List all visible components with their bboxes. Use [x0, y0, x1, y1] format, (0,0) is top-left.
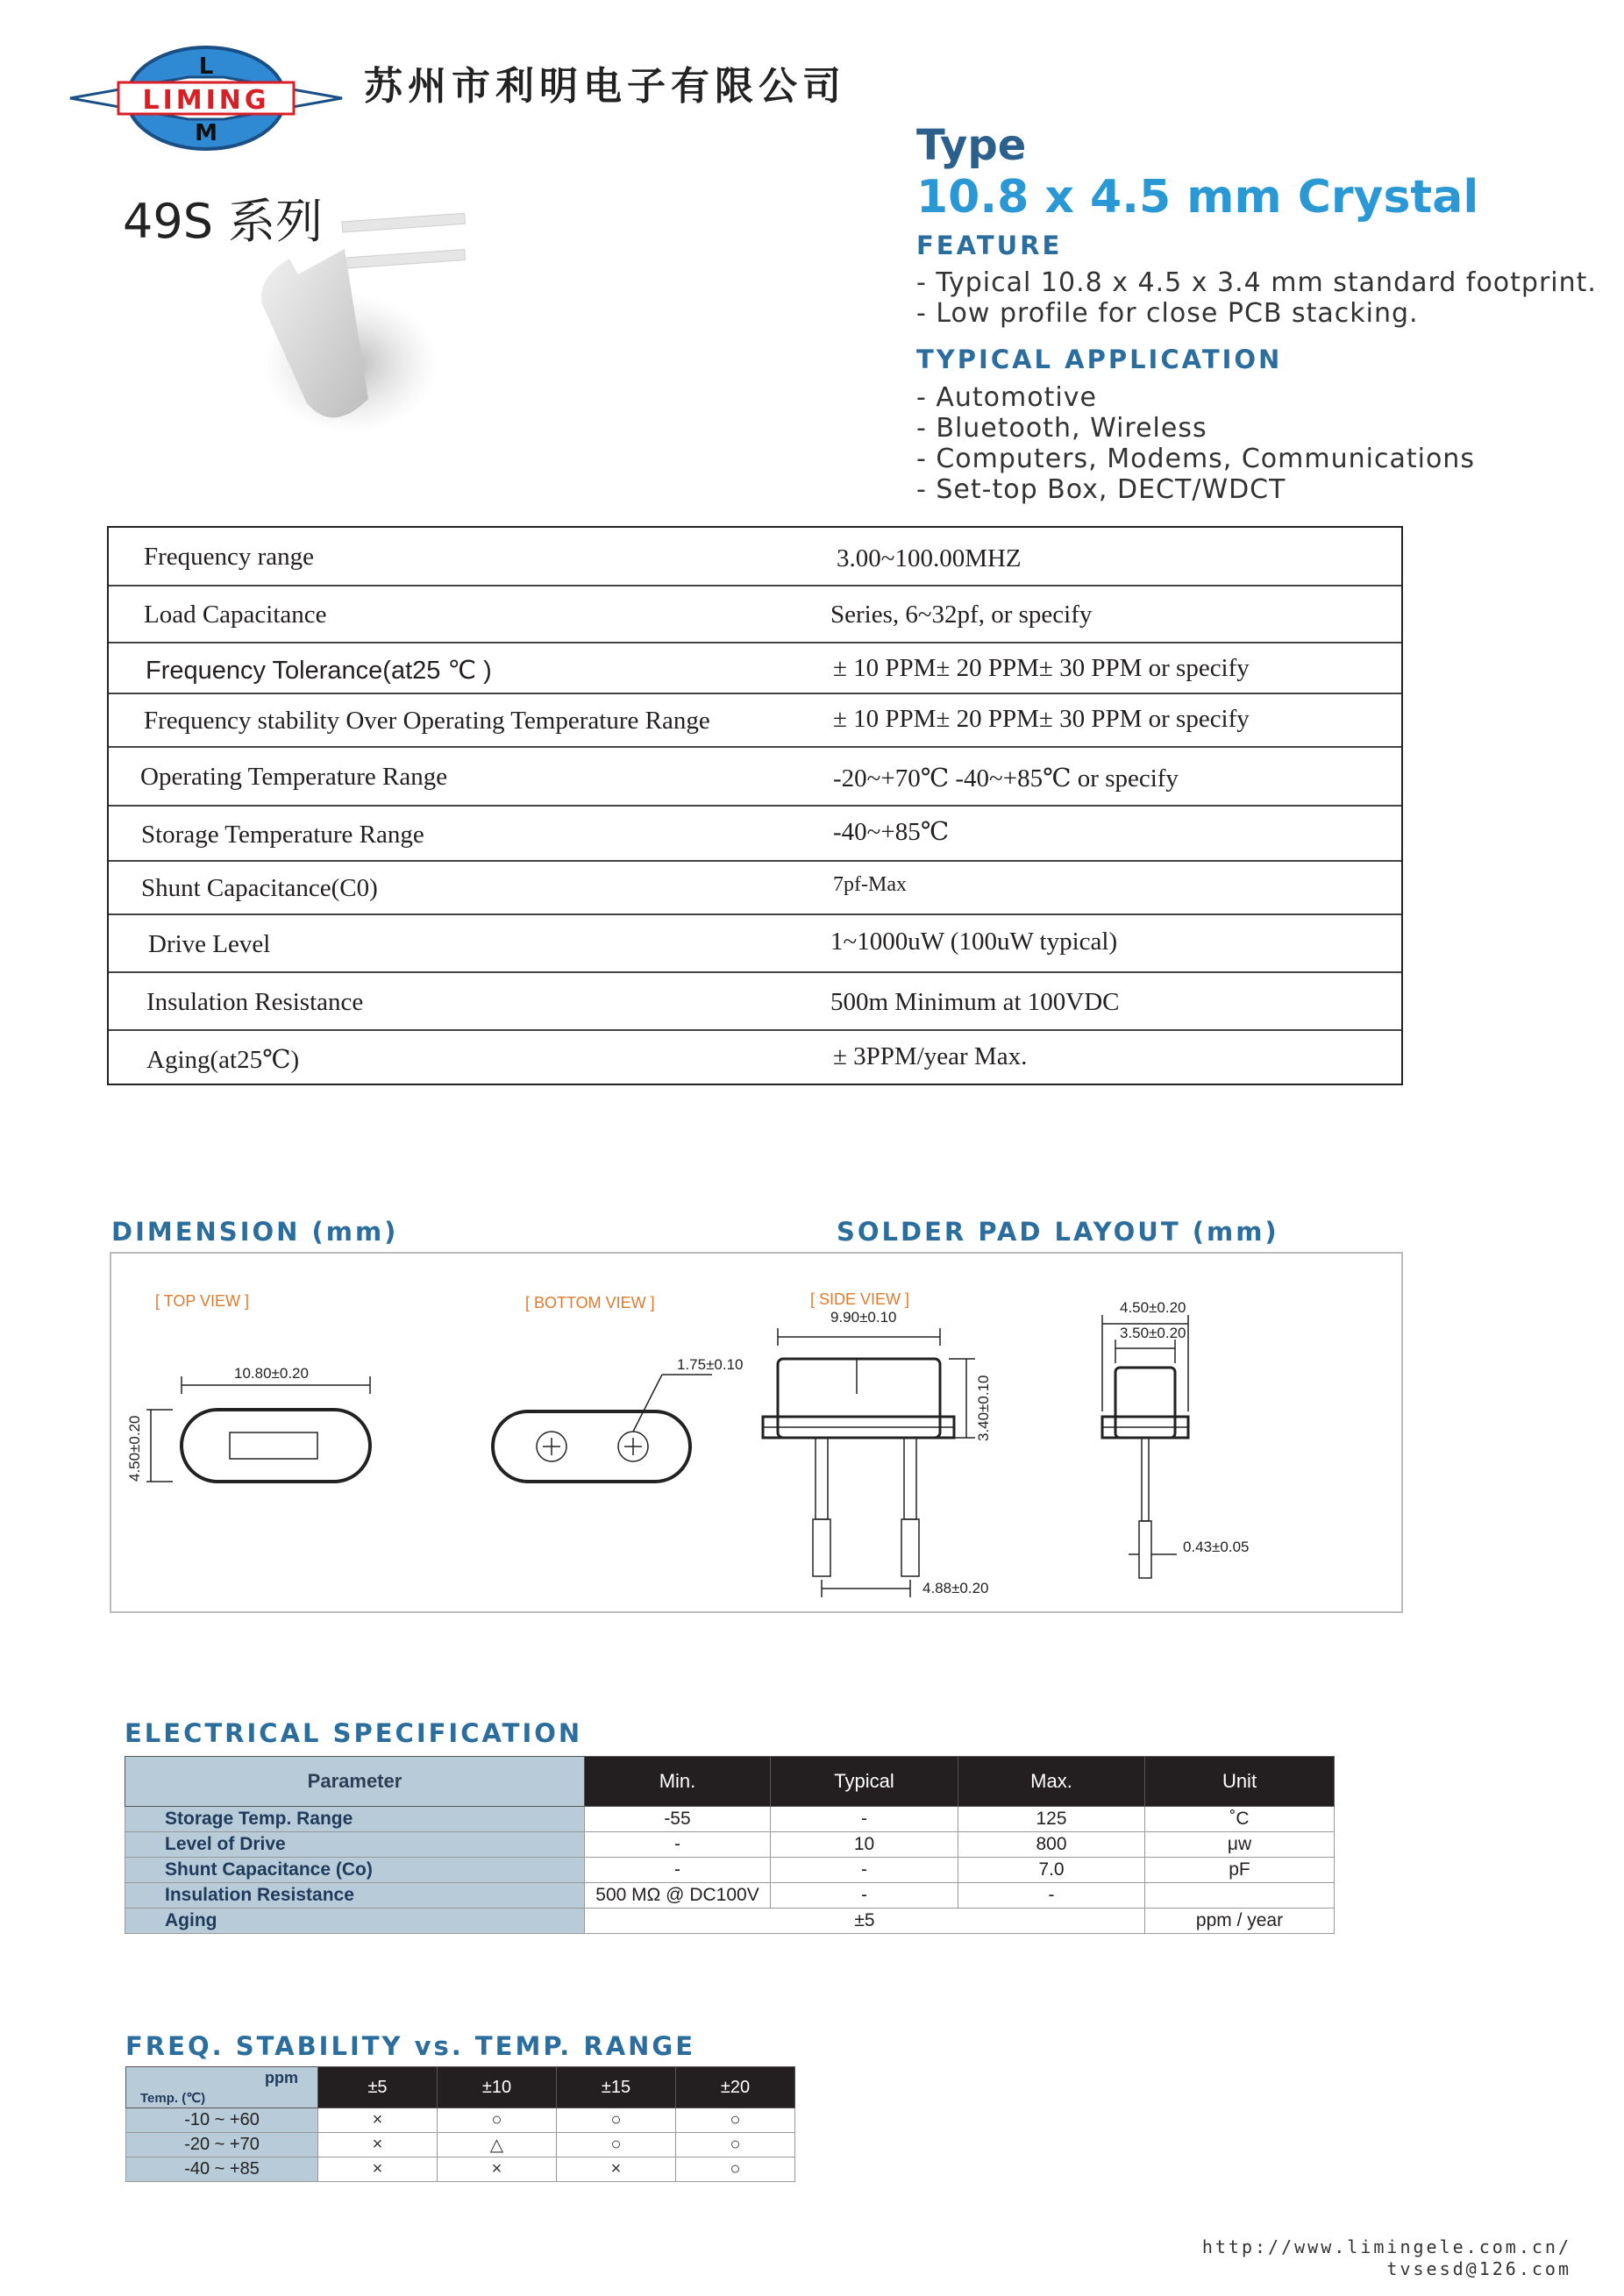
feature-item: - Low profile for close PCB stacking. [916, 298, 1419, 329]
min-cell: -55 [585, 1807, 771, 1832]
max-cell: - [958, 1883, 1145, 1909]
spec-label: Operating Temperature Range [140, 763, 448, 791]
spec-label: Drive Level [148, 930, 271, 958]
electrical-heading: ELECTRICAL SPECIFICATION [125, 1718, 583, 1748]
spec-label: Aging(at25℃) [146, 1046, 300, 1074]
spec-label: Storage Temperature Range [141, 821, 424, 849]
spec-label: Frequency stability Over Operating Temperature Range [144, 707, 710, 735]
feature-item: - Typical 10.8 x 4.5 x 3.4 mm standard footprint. [916, 267, 1597, 298]
spec-row [109, 862, 1401, 915]
spec-value: 7pf-Max [833, 873, 907, 896]
temp-range-cell: -10 ~ +60 [126, 2108, 318, 2133]
table-row [125, 1807, 1335, 1832]
column-header: ±5 [318, 2067, 438, 2108]
dim-top-width: 10.80±0.20 [234, 1365, 309, 1382]
column-header: Min. [585, 1757, 771, 1807]
feature-heading: FEATURE [916, 231, 1063, 260]
side-view-lead-right [904, 1438, 916, 1519]
param-cell: Storage Temp. Range [125, 1807, 585, 1832]
column-header: Typical [771, 1757, 958, 1807]
stability-cell: × [318, 2157, 438, 2182]
stability-cell: ○ [676, 2133, 795, 2157]
application-item: - Set-top Box, DECT/WDCT [916, 474, 1286, 505]
table-row [126, 2108, 795, 2133]
spec-value: ± 10 PPM± 20 PPM± 30 PPM or specify [833, 654, 1250, 682]
min-cell: - [585, 1832, 771, 1858]
stability-cell: ○ [676, 2108, 795, 2133]
spec-value: 1~1000uW (100uW typical) [830, 928, 1118, 956]
corner-header [126, 2067, 318, 2108]
table-row [125, 1909, 1335, 1934]
spec-value: -20~+70℃ -40~+85℃ or specify [833, 764, 1179, 793]
typical-cell: 10 [771, 1832, 958, 1858]
application-list [916, 382, 1475, 505]
unit-cell: μw [1145, 1832, 1335, 1858]
spec-label: Shunt Capacitance(C0) [141, 874, 378, 902]
corner-temp: Temp. (℃) [140, 2091, 206, 2106]
top-view-window [230, 1432, 317, 1459]
dim-end-inner: 3.50±0.20 [1120, 1325, 1186, 1341]
stability-cell: × [318, 2108, 438, 2133]
application-item: - Automotive [916, 382, 1097, 413]
spec-row [109, 807, 1401, 862]
max-cell: 7.0 [958, 1858, 1145, 1883]
company-logo [66, 44, 346, 153]
table-row [125, 1832, 1335, 1858]
unit-cell: ˚C [1145, 1807, 1335, 1832]
solder-pad-heading: SOLDER PAD LAYOUT (mm) [837, 1217, 1279, 1247]
stability-cell: × [557, 2157, 676, 2182]
spec-row [109, 643, 1401, 694]
aging-value-cell: ±5 [585, 1909, 1145, 1934]
spec-label: Frequency Tolerance(at25 ℃ ) [146, 657, 492, 685]
top-view-outline [182, 1410, 370, 1482]
column-header: Max. [958, 1757, 1145, 1807]
spec-row [109, 586, 1401, 643]
param-cell: Shunt Capacitance (Co) [125, 1858, 585, 1883]
dim-side-height: 3.40±0.10 [975, 1375, 992, 1441]
spec-row [109, 1031, 1401, 1084]
typical-cell: - [771, 1858, 958, 1883]
column-header: ±10 [438, 2067, 557, 2108]
spec-row [109, 915, 1401, 973]
column-header: ±20 [676, 2067, 795, 2108]
side-view-can [778, 1359, 940, 1438]
dim-hole-dia: 1.75±0.10 [677, 1356, 744, 1373]
bottom-view-label: [ BOTTOM VIEW ] [525, 1294, 655, 1311]
column-header: Unit [1145, 1757, 1335, 1807]
dim-pin-spacing: 4.88±0.20 [922, 1580, 989, 1596]
company-name: 苏州市利明电子有限公司 [364, 64, 846, 109]
dim-pin-dia: 0.43±0.05 [1183, 1539, 1250, 1555]
stability-cell: ○ [438, 2108, 557, 2133]
param-cell: Level of Drive [125, 1832, 585, 1858]
unit-cell: pF [1145, 1858, 1335, 1883]
application-heading: TYPICAL APPLICATION [916, 345, 1283, 374]
spec-value: ± 3PPM/year Max. [833, 1042, 1028, 1070]
series-title: 49S 系列 [123, 194, 324, 249]
stability-cell: × [318, 2133, 438, 2157]
spec-label: Insulation Resistance [146, 988, 364, 1016]
freq-stability-table [125, 2066, 795, 2182]
max-cell: 125 [958, 1807, 1145, 1832]
spec-value: -40~+85℃ [833, 818, 950, 846]
table-row [125, 1858, 1335, 1883]
spec-value: Series, 6~32pf, or specify [830, 601, 1093, 629]
table-row [125, 1883, 1335, 1909]
end-view-lead [1142, 1438, 1149, 1521]
freq-stability-heading: FREQ. STABILITY vs. TEMP. RANGE [125, 2031, 696, 2061]
stability-cell: ○ [557, 2133, 676, 2157]
logo-letter-bottom: M [195, 120, 217, 146]
spec-value: 3.00~100.00MHZ [837, 544, 1022, 572]
unit-cell: ppm / year [1145, 1909, 1335, 1934]
table-row [126, 2157, 795, 2182]
dimension-heading: DIMENSION (mm) [111, 1217, 399, 1247]
top-view-label: [ TOP VIEW ] [155, 1292, 250, 1310]
spec-row [109, 748, 1401, 807]
type-heading: Type [916, 121, 1027, 170]
stability-cell: ○ [676, 2157, 795, 2182]
typical-cell: - [771, 1883, 958, 1909]
param-cell: Aging [125, 1909, 585, 1934]
column-header: ±15 [557, 2067, 676, 2108]
bottom-view-outline [493, 1411, 690, 1482]
footer-email[interactable]: tvsesd@126.com [1386, 2258, 1571, 2279]
dimension-panel [110, 1252, 1403, 1613]
side-view-label: [ SIDE VIEW ] [810, 1290, 910, 1308]
stability-cell: × [438, 2157, 557, 2182]
column-header: Parameter [125, 1757, 585, 1807]
logo-letter-top: L [198, 53, 214, 80]
stability-cell: △ [438, 2133, 557, 2157]
spec-label: Load Capacitance [144, 601, 327, 629]
spec-row [109, 694, 1401, 748]
dim-side-width: 9.90±0.10 [830, 1309, 897, 1326]
param-cell: Insulation Resistance [125, 1883, 585, 1909]
stability-cell: ○ [557, 2108, 676, 2133]
feature-list [916, 267, 1597, 329]
dim-end-outer: 4.50±0.20 [1120, 1299, 1186, 1316]
footer-url[interactable]: http://www.limingele.com.cn/ [1201, 2236, 1571, 2257]
table-row [126, 2133, 795, 2157]
application-item: - Bluetooth, Wireless [916, 413, 1207, 444]
min-cell: 500 MΩ @ DC100V [585, 1883, 771, 1909]
spec-table [107, 526, 1403, 1085]
corner-ppm: ppm [265, 2069, 298, 2086]
spec-label: Frequency range [144, 543, 315, 571]
logo-text: LIMING [142, 85, 270, 116]
temp-range-cell: -40 ~ +85 [126, 2157, 318, 2182]
spec-value: 500m Minimum at 100VDC [830, 988, 1120, 1016]
min-cell: - [585, 1858, 771, 1883]
spec-row [109, 973, 1401, 1031]
typical-cell: - [771, 1807, 958, 1832]
spec-row [109, 528, 1401, 586]
dim-top-height: 4.50±0.20 [126, 1415, 143, 1482]
product-photo [254, 197, 482, 451]
side-view-lead-left [816, 1438, 828, 1519]
max-cell: 800 [958, 1832, 1145, 1858]
spec-value: ± 10 PPM± 20 PPM± 30 PPM or specify [833, 705, 1250, 733]
application-item: - Computers, Modems, Communications [916, 444, 1475, 474]
temp-range-cell: -20 ~ +70 [126, 2133, 318, 2157]
type-subtitle: 10.8 x 4.5 mm Crystal [916, 171, 1479, 224]
electrical-spec-table [125, 1756, 1335, 1934]
dimension-drawing [111, 1254, 1401, 1611]
unit-cell [1145, 1883, 1335, 1909]
